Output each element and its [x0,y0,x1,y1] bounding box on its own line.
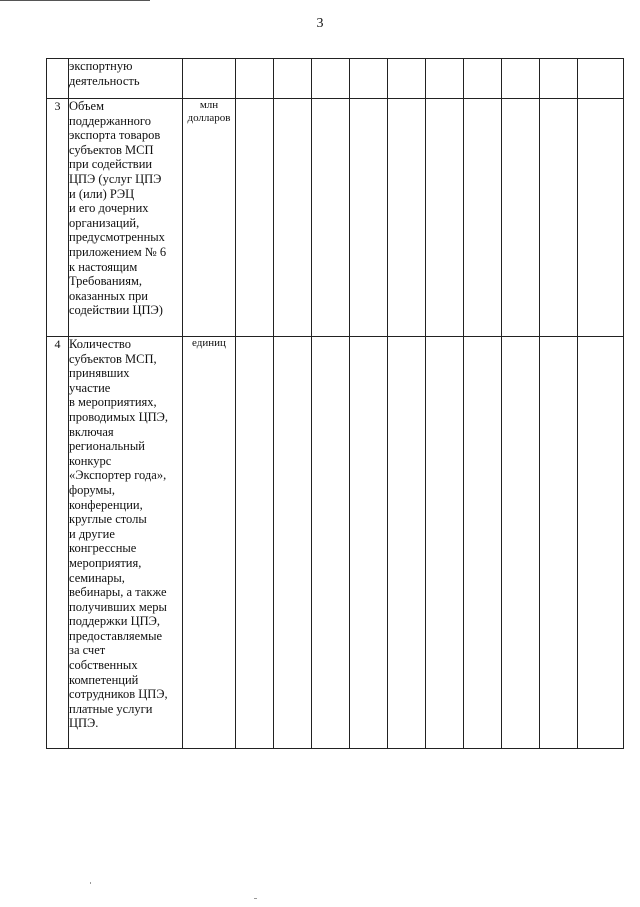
description-line: организаций, [69,215,140,230]
description-line: Количество [69,337,131,351]
description-line: региональный [69,439,145,454]
description-line: субъектов МСП, [69,351,157,366]
value-cell [312,337,350,749]
row-number: 3 [47,99,69,337]
value-cell [350,99,388,337]
description-line: при содействии [69,157,153,172]
indicator-description [69,59,183,99]
description-line: Объем [69,99,104,113]
value-cell [274,337,312,749]
scan-speck [90,882,91,884]
indicator-description [69,337,183,749]
value-cell [274,99,312,337]
description-line: поддержанного [69,113,151,128]
value-cell [464,99,502,337]
page-number: 3 [316,16,324,31]
value-cell [540,59,578,99]
value-cell [540,337,578,749]
value-cell [236,99,274,337]
value-cell [464,59,502,99]
description-line: принявших [69,366,130,381]
value-cell [388,99,426,337]
description-line: конгрессные [69,541,137,556]
description-line: «Экспортер года», [69,468,167,483]
description-line: поддержки ЦПЭ, [69,614,161,629]
table-row [47,337,624,749]
value-cell [388,337,426,749]
description-line: экспорта товаров [69,128,161,143]
table-row [47,59,624,99]
value-cell [388,59,426,99]
description-line: экспортную [69,59,133,73]
value-cell [578,59,624,99]
description-line: содействии ЦПЭ) [69,303,163,318]
description-line: и его дочерних [69,201,149,216]
value-cell [426,99,464,337]
description-line: конкурс [69,453,112,468]
description-line: платные услуги [69,701,153,716]
value-cell [540,99,578,337]
unit-of-measure [183,59,236,99]
value-cell [502,337,540,749]
description-line: получивших меры [69,599,167,614]
description-line: вебинары, а также [69,585,167,600]
description-line: предоставляемые [69,628,163,643]
value-cell [502,59,540,99]
description-line: и (или) РЭЦ [69,186,135,201]
description-line: мероприятия, [69,555,142,570]
value-cell [274,59,312,99]
description-line: и другие [69,526,115,541]
value-cell [236,337,274,749]
description-line: участие [69,380,111,395]
value-cell [502,99,540,337]
description-line: ЦПЭ (услуг ЦПЭ [69,171,162,186]
table-row [47,99,624,337]
scan-speck [254,898,257,899]
table-body [47,59,624,749]
description-line: сотрудников ЦПЭ, [69,687,168,702]
scan-edge-line [0,0,150,1]
value-cell [426,337,464,749]
description-line: ЦПЭ. [69,716,99,731]
description-line: в мероприятиях, [69,395,157,410]
description-line: приложением № 6 [69,244,167,259]
description-line: субъектов МСП [69,142,154,157]
description-line: оказанных при [69,288,148,303]
row-number [47,59,69,99]
description-line: собственных [69,658,138,673]
description-line: семинары, [69,570,125,585]
description-line: предусмотренных [69,230,165,245]
description-line: к настоящим [69,259,138,274]
indicators-table [46,58,624,749]
description-line: за счет [69,643,106,658]
value-cell [312,59,350,99]
row-number: 4 [47,337,69,749]
value-cell [578,99,624,337]
value-cell [236,59,274,99]
value-cell [350,59,388,99]
description-line: форумы, [69,482,115,497]
description-line: Требованиям, [69,274,143,289]
unit-of-measure: единиц [183,337,236,749]
description-line: конференции, [69,497,143,512]
description-line: компетенций [69,672,139,687]
value-cell [350,337,388,749]
value-cell [426,59,464,99]
description-line: деятельность [69,73,140,88]
indicator-description [69,99,183,337]
description-line: проводимых ЦПЭ, [69,409,169,424]
value-cell [578,337,624,749]
description-line: круглые столы [69,512,147,527]
value-cell [464,337,502,749]
description-line: включая [69,424,114,439]
value-cell [312,99,350,337]
unit-of-measure: млн долларов [183,99,236,337]
